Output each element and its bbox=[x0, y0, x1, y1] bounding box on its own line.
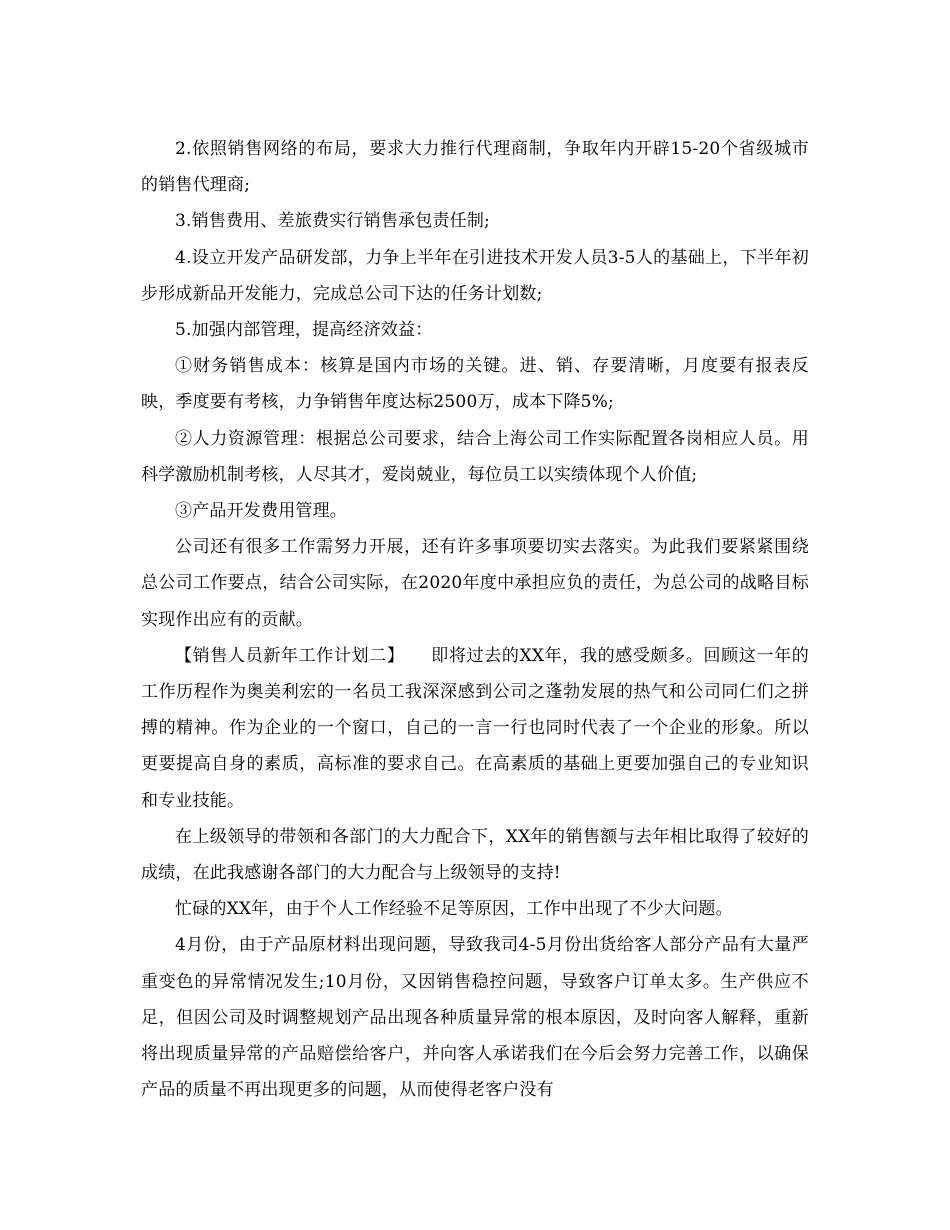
paragraph-finance-cost: ①财务销售成本：核算是国内市场的关键。进、销、存要清晰，月度要有报表反映，季度要有考核，力争销售年度达标2500万，成本下降5%; bbox=[141, 356, 809, 413]
paragraph-plan-two-intro: 【销售人员新年工作计划二】 即将过去的XX年，我的感受颇多。回顾这一年的工作历程作为奥美利宏的一名员工我深深感到公司之蓬勃发展的热气和公司同仁们之拼搏的精神。作为企业的一个窗口，自己的一言一行也同时代表了一个企业的形象。所以更要提高自身的素质，高标准的要求自己。在高素质的基础上更要加强自己的专业知识和专业技能。 bbox=[141, 645, 809, 811]
paragraph-product-dev-cost: ③产品开发费用管理。 bbox=[175, 501, 347, 522]
paragraph-item-2: 2.依照销售网络的布局，要求大力推行代理商制，争取年内开辟15-20个省级城市的销售代理商; bbox=[141, 139, 809, 196]
paragraph-company-summary: 公司还有很多工作需努力开展，还有许多事项要切实去落实。为此我们要紧紧围绕总公司工作要点，结合公司实际，在2020年度中承担应负的责任，为总公司的战略目标实现作出应有的贡献。 bbox=[141, 537, 809, 630]
paragraph-item-3: 3.销售费用、差旅费实行销售承包责任制; bbox=[175, 211, 490, 232]
paragraph-sales-result: 在上级领导的带领和各部门的大力配合下，XX年的销售额与去年相比取得了较好的成绩，在此我感谢各部门的大力配合与上级领导的支持! bbox=[141, 826, 809, 884]
paragraph-april-issue: 4月份，由于产品原材料出现问题，导致我司4-5月份出货给客人部分产品有大量严重变色的异常情况发生;10月份，又因销售稳控问题，导致客户订单太多。生产供应不足，但因公司及时调整规划产品出现各种质量异常的根本原因，及时向客人解释，重新将出现质量异常的产品赔偿给客户，并向客人承诺我们在今后会努力完善工作，以确保产品的质量不再出现更多的问题，从而使得老客户没有 bbox=[141, 935, 809, 1101]
paragraph-problems-intro: 忙碌的XX年，由于个人工作经验不足等原因，工作中出现了不少大问题。 bbox=[175, 899, 733, 920]
paragraph-item-5: 5.加强内部管理，提高经济效益： bbox=[175, 320, 433, 341]
paragraph-hr-management: ②人力资源管理：根据总公司要求，结合上海公司工作实际配置各岗相应人员。用科学激励机制考核，人尽其才，爱岗兢业，每位员工以实绩体现个人价值; bbox=[141, 428, 809, 485]
document-body bbox=[141, 131, 809, 1108]
paragraph-item-4: 4.设立开发产品研发部，力争上半年在引进技术开发人员3-5人的基础上，下半年初步形成新品开发能力，完成总公司下达的任务计划数; bbox=[141, 247, 809, 304]
